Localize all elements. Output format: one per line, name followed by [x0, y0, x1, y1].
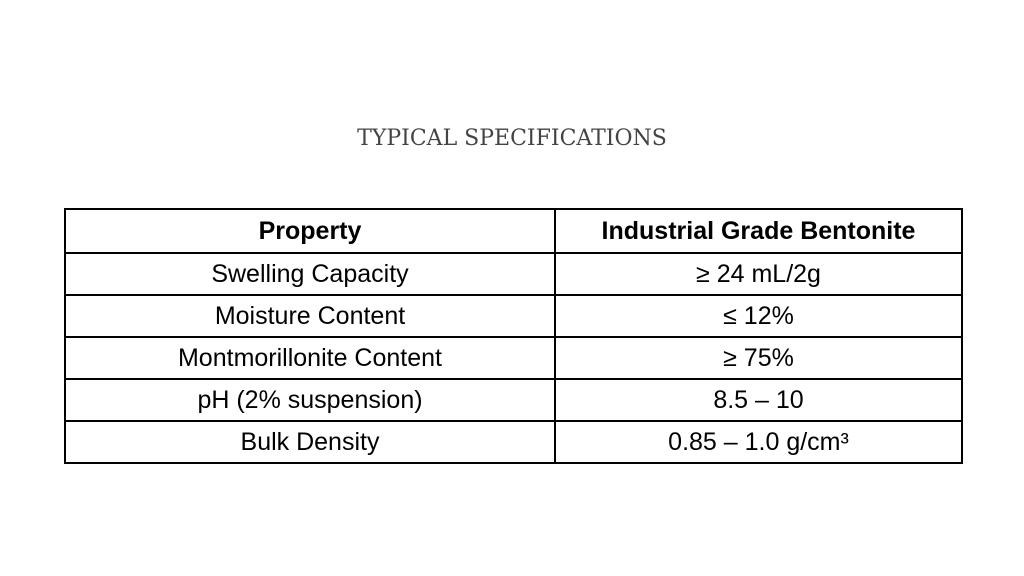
header-grade: Industrial Grade Bentonite	[555, 209, 962, 253]
property-cell: Bulk Density	[65, 421, 555, 463]
table-row	[65, 379, 962, 421]
value-cell: 0.85 – 1.0 g/cm³	[555, 421, 962, 463]
property-cell: Swelling Capacity	[65, 253, 555, 295]
value-cell: ≥ 75%	[555, 337, 962, 379]
value-cell: ≤ 12%	[555, 295, 962, 337]
page-title: TYPICAL SPECIFICATIONS	[357, 126, 667, 151]
property-cell: pH (2% suspension)	[65, 379, 555, 421]
property-cell: Moisture Content	[65, 295, 555, 337]
value-cell: 8.5 – 10	[555, 379, 962, 421]
table-row	[65, 253, 962, 295]
header-property: Property	[65, 209, 555, 253]
table-row	[65, 421, 962, 463]
specifications-table	[64, 208, 963, 464]
value-cell: ≥ 24 mL/2g	[555, 253, 962, 295]
property-cell: Montmorillonite Content	[65, 337, 555, 379]
table-row	[65, 295, 962, 337]
table-row	[65, 337, 962, 379]
table-header-row	[65, 209, 962, 253]
